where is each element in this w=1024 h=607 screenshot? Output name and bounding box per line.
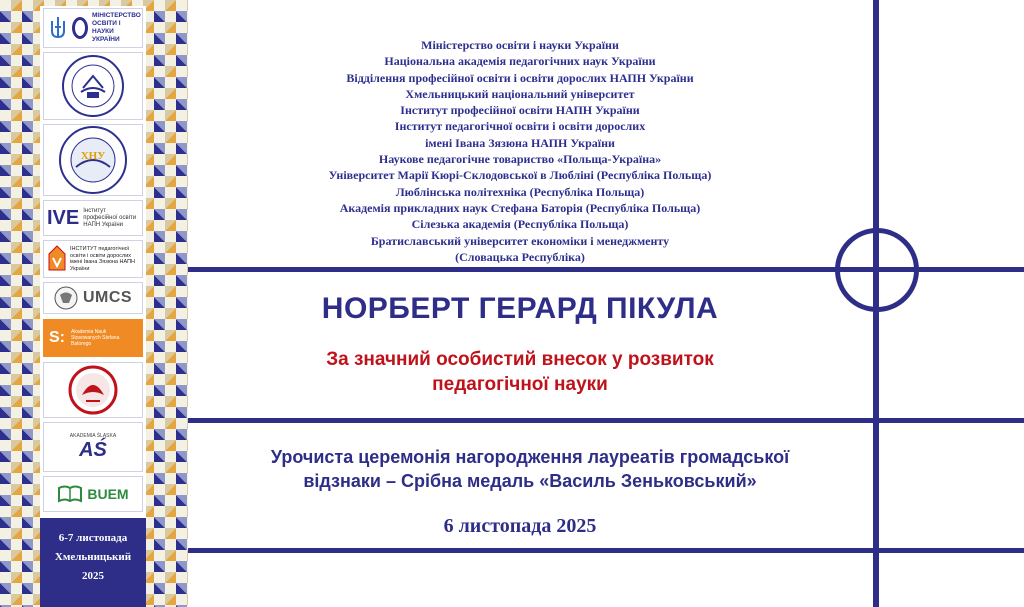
event-place-block — [40, 518, 146, 607]
silesian-academy-logo — [43, 422, 143, 472]
khnu-mark: ХНУ — [80, 150, 106, 162]
stefan-batory-logo — [43, 319, 143, 357]
event-city: Хмельницький — [54, 551, 132, 563]
event-dates: 6-7 листопада — [58, 532, 128, 544]
buem-logo — [43, 476, 143, 512]
university-seal-icon — [58, 125, 128, 195]
institute-emblem-icon — [47, 244, 67, 274]
stefan-batory-mark: S: — [49, 329, 65, 346]
napn-seal-logo — [43, 52, 143, 120]
ipo-logo-text: ІНСТИТУТ педагогічної освіти і освіти дорослих імені Івана Зязюна НАПН України — [70, 246, 135, 272]
ive-logo — [43, 200, 143, 236]
organizer-line: Міністерство освіти і науки України — [421, 38, 619, 52]
buem-logo-text: BUEM — [87, 486, 129, 502]
umcs-logo-text: UMCS — [82, 289, 133, 306]
organizer-line: Університет Марії Кюрі-Склодовської в Любліні (Республіка Польща) — [328, 168, 712, 183]
ministry-logo-text: МІНІСТЕРСТВО ОСВІТИ І НАУКИ УКРАЇНИ — [92, 12, 141, 43]
silesian-academy-text: AKADEMIA ŚLĄSKA — [69, 433, 117, 439]
crosshair-circle — [835, 228, 919, 312]
organizer-line: Інститут професійної освіти НАПН України — [400, 103, 640, 118]
ipo-logo — [43, 240, 143, 278]
umcs-emblem-icon — [54, 286, 78, 310]
organizer-line: Академія прикладних наук Стефана Баторія (Республіка Польща) — [339, 200, 701, 215]
society-emblem-logo — [43, 362, 143, 418]
trident-icon — [48, 15, 68, 41]
open-book-icon — [57, 484, 83, 504]
organizer-line: Люблінська політехніка (Республіка Польща) — [395, 184, 645, 199]
society-emblem-icon — [68, 365, 118, 415]
organizer-line: Національна академія педагогічних наук України — [384, 54, 656, 69]
divider-line-bottom — [188, 548, 1024, 553]
organizer-line: (Словацька Республіка) — [455, 249, 585, 264]
awardee-name: НОРБЕРТ ГЕРАРД ПІКУЛА — [321, 292, 719, 325]
organizer-line: Хмельницький національний університет — [405, 86, 635, 101]
ceremony-line-1: Урочиста церемонія нагородження лауреатів громадської — [270, 447, 790, 467]
ive-mark: IVE — [47, 206, 80, 229]
organizer-line: Братиславський університет економіки і менеджменту — [370, 233, 670, 248]
ceremony-line-2: відзнаки – Срібна медаль «Василь Зеньковський» — [303, 471, 757, 491]
silesian-academy-mark: AŚ — [79, 439, 107, 461]
organizer-line: Відділення професійної освіти і освіти дорослих НАПН України — [346, 70, 694, 85]
organizer-line: Наукове педагогічне товариство «Польща-Україна» — [378, 152, 662, 167]
ministry-circle-icon — [72, 17, 88, 39]
organizer-line: імені Івана Зязюна НАПН України — [425, 135, 615, 150]
merit-line-2: педагогічної науки — [432, 374, 608, 395]
organizer-line: Інститут педагогічної освіти і освіти дорослих — [394, 119, 646, 134]
ministry-logo — [43, 8, 143, 48]
ive-logo-text: Інститут професійної освіти НАПН України — [83, 207, 137, 228]
organizer-line: Сілезька академія (Республіка Польща) — [411, 217, 629, 232]
stefan-batory-text: Akademia Nauk Stosowanych Stefana Batorego — [71, 329, 120, 347]
divider-line-middle — [188, 418, 1024, 423]
organizers-list — [260, 37, 780, 265]
ceremony-date: 6 листопада 2025 — [443, 515, 597, 537]
merit-text — [240, 347, 800, 397]
umcs-logo — [43, 282, 143, 314]
merit-line-1: За значний особистий внесок у розвиток — [326, 349, 714, 370]
academy-seal-icon — [61, 54, 125, 118]
ceremony-text — [210, 445, 850, 493]
khnu-seal-logo — [43, 124, 143, 196]
event-year: 2025 — [82, 570, 104, 582]
